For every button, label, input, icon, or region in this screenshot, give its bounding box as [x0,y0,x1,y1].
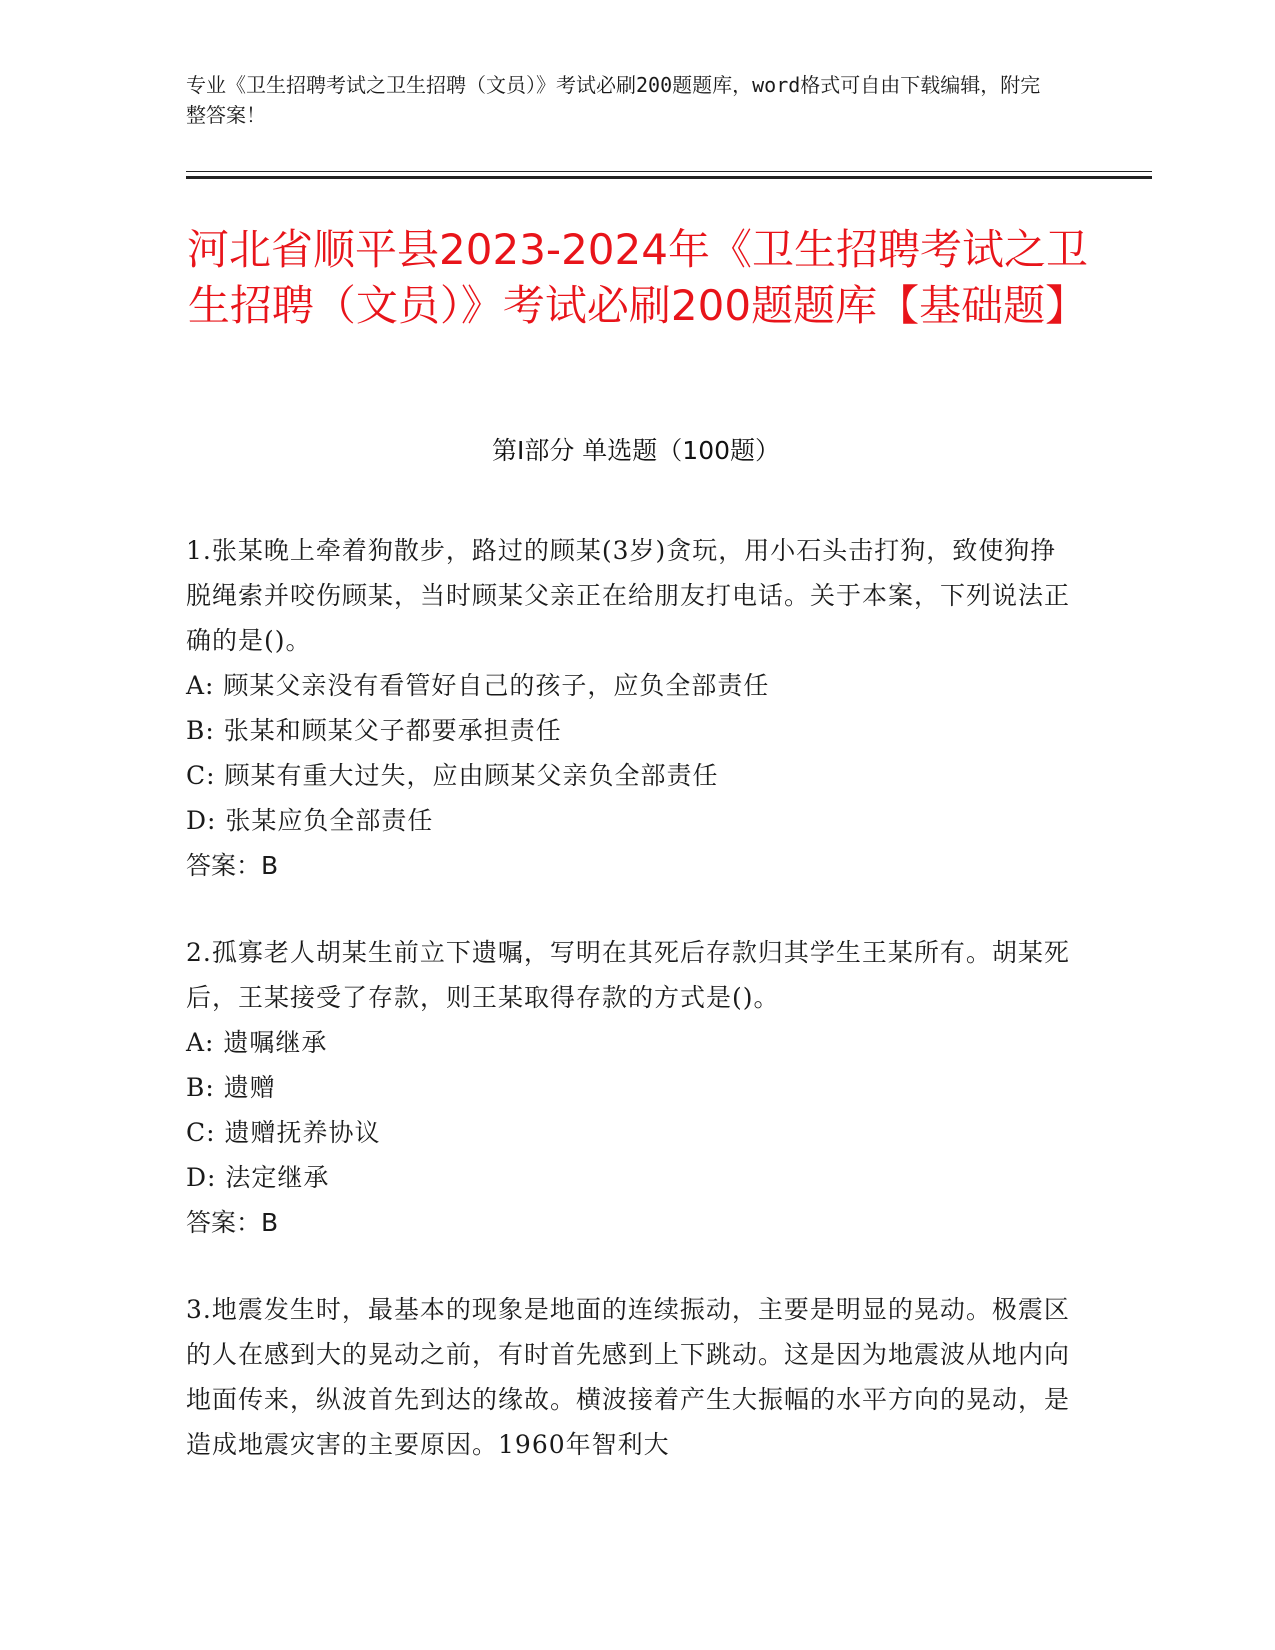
option-b: B: 遗赠 [186,1073,276,1102]
option-a: A: 遗嘱继承 [186,1028,328,1057]
option-d: D: 法定继承 [186,1163,330,1192]
question-1 [186,528,1076,888]
document-title: 河北省顺平县2023-2024年《卫生招聘考试之卫生招聘（文员）》考试必刷200题题库【基础题】 [187,225,1088,330]
answer: 答案：B [186,851,279,880]
question-3 [186,1287,1076,1467]
question-stem: 3.地震发生时，最基本的现象是地面的连续振动，主要是明显的晃动。极震区的人在感到大的晃动之前，有时首先感到上下跳动。这是因为地震波从地内向地面传来，纵波首先到达的缘故。横波接着产生大振幅的水平方向的晃动，是造成地震灾害的主要原因。1960年智利大 [186,1295,1071,1459]
option-d: D: 张某应负全部责任 [186,806,434,835]
question-2 [186,930,1076,1245]
header-rule-thin [186,171,1152,172]
option-b: B: 张某和顾某父子都要承担责任 [186,716,562,745]
option-a: A: 顾某父亲没有看管好自己的孩子，应负全部责任 [186,671,770,700]
question-list [186,528,1076,1509]
section-heading: 第I部分 单选题（100题） [491,436,781,465]
option-c: C: 遗赠抚养协议 [186,1118,381,1147]
question-stem: 2.孤寡老人胡某生前立下遗嘱，写明在其死后存款归其学生王某所有。胡某死后，王某接受了存款，则王某取得存款的方式是()。 [186,938,1070,1012]
option-c: C: 顾某有重大过失，应由顾某父亲负全部责任 [186,761,719,790]
question-stem: 1.张某晚上牵着狗散步，路过的顾某(3岁)贪玩，用小石头击打狗，致使狗挣脱绳索并咬伤顾某，当时顾某父亲正在给朋友打电话。关于本案，下列说法正确的是()。 [186,536,1071,655]
answer: 答案：B [186,1208,279,1237]
header-rule-thick [186,176,1152,179]
header-note: 专业《卫生招聘考试之卫生招聘（文员）》考试必刷200题题库，word格式可自由下载编辑，附完整答案！ [186,73,1041,127]
